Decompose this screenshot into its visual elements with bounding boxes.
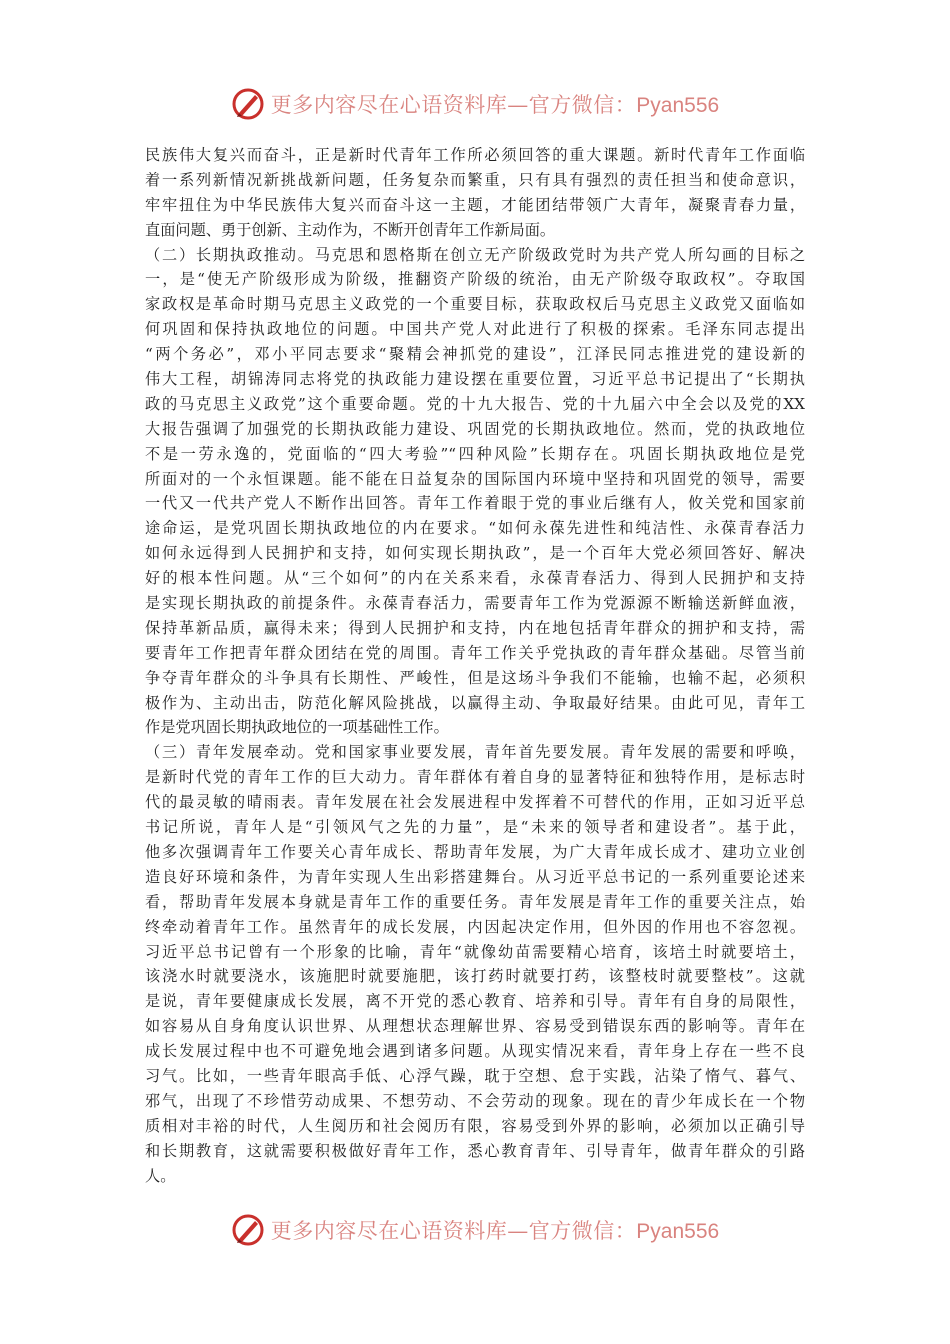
body-text-line: （二）长期执政推动。马克思和恩格斯在创立无产阶级政党时为共产党人所勾画的目标之	[145, 245, 805, 264]
body-text-line: 人。	[145, 1166, 176, 1185]
body-text-line: 终牵动着青年工作。虽然青年的成长发展，内因起决定作用，但外因的作用也不容忽视。	[145, 917, 805, 936]
pen-logo-icon	[231, 1213, 265, 1247]
body-text-line: 如何永远得到人民拥护和支持，如何实现长期执政”，是一个百年大党必须回答好、解决	[145, 544, 805, 563]
body-text-line: 是新时代党的青年工作的巨大动力。青年群体有着自身的显著特征和独特作用，是标志时	[145, 768, 805, 787]
body-text-line: 要青年工作把青年群众团结在党的周围。青年工作关乎党执政的青年群众基础。尽管当前	[145, 643, 805, 662]
document-body	[145, 143, 805, 1188]
body-text-line: 家政权是革命时期马克思主义政党的一个重要目标，获取政权后马克思主义政党又面临如	[145, 295, 805, 314]
footer-wechat-id: Pyan556	[636, 1220, 720, 1243]
body-text-line: 争夺青年群众的斗争具有长期性、严峻性，但是这场斗争我们不能输，也输不起，必须积	[145, 668, 805, 687]
footer-banner-text: 更多内容尽在心语资料库—官方微信：Pyan556	[270, 1219, 720, 1243]
body-text-line: 习近平总书记曾有一个形象的比喻，青年“就像幼苗需要精心培育，该培土时就要培土，	[145, 942, 805, 961]
header-wechat-id: Pyan556	[636, 94, 720, 117]
body-text-line: 和长期教育，这就需要积极做好青年工作，悉心教育青年、引导青年，做青年群众的引路	[145, 1141, 805, 1160]
body-text-line: 民族伟大复兴而奋斗，正是新时代青年工作所必须回答的重大课题。新时代青年工作面临	[145, 146, 805, 164]
body-text-line: 一，是“使无产阶级形成为阶级，推翻资产阶级的统治，由无产阶级夺取政权”。夺取国	[145, 270, 805, 289]
body-text-line: 直面问题、勇于创新、主动作为，不断开创青年工作新局面。	[145, 220, 556, 239]
body-text-line: 是实现长期执政的前提条件。永葆青春活力，需要青年工作为党源源不断输送新鲜血液，	[145, 594, 805, 613]
body-text-line: 牢牢扭住为中华民族伟大复兴而奋斗这一主题，才能团结带领广大青年，凝聚青春力量，	[145, 195, 805, 214]
body-text-line: 造良好环境和条件，为青年实现人生出彩搭建舞台。从习近平总书记的一系列重要论述来	[145, 867, 805, 886]
body-text-line: 极作为、主动出击，防范化解风险挑战，以赢得主动、争取最好结果。由此可见，青年工	[145, 693, 805, 712]
body-text-line: 书记所说，青年人是“引领风气之先的力量”，是“未来的领导者和建设者”。基于此，	[145, 818, 805, 837]
body-text-line: 成长发展过程中也不可避免地会遇到诸多问题。从现实情况来看，青年身上存在一些不良	[145, 1042, 805, 1061]
body-text-line: 是说，青年要健康成长发展，离不开党的悉心教育、培养和引导。青年有自身的局限性，	[145, 992, 805, 1011]
header-banner	[0, 84, 950, 124]
body-text-line: 习气。比如，一些青年眼高手低、心浮气躁，耽于空想、怠于实践，沾染了惰气、暮气、	[145, 1066, 805, 1085]
body-text-line: 质相对丰裕的时代，人生阅历和社会阅历有限，容易受到外界的影响，必须加以正确引导	[145, 1116, 805, 1135]
body-text-line: 如容易从自身角度认识世界、从理想状态理解世界、容易受到错误东西的影响等。青年在	[145, 1017, 805, 1036]
body-text-line: 途命运，是党巩固长期执政地位的内在要求。“如何永葆先进性和纯洁性、永葆青春活力	[145, 519, 805, 538]
body-text-line: 一代又一代共产党人不断作出回答。青年工作着眼于党的事业后继有人，攸关党和国家前	[145, 494, 805, 513]
body-text-line: 伟大工程，胡锦涛同志将党的执政能力建设摆在重要位置，习近平总书记提出了“长期执	[145, 370, 805, 389]
body-text-line: 着一系列新情况新挑战新问题，任务复杂而繁重，只有具有强烈的责任担当和使命意识，	[145, 170, 805, 189]
body-text-line: 不是一劳永逸的，党面临的“四大考验”“四种风险”长期存在。巩固长期执政地位是党	[145, 444, 805, 463]
body-text-line: 好的根本性问题。从“三个如何”的内在关系来看，永葆青春活力、得到人民拥护和支持	[145, 569, 805, 588]
body-text-line: 大报告强调了加强党的长期执政能力建设、巩固党的长期执政地位。然而，党的执政地位	[145, 419, 805, 438]
body-text-line: 作是党巩固长期执政地位的一项基础性工作。	[145, 718, 449, 737]
body-text-line: 政的马克思主义政党”这个重要命题。党的十九大报告、党的十九届六中全会以及党的XX	[145, 394, 805, 413]
body-text-line: 他多次强调青年工作要关心青年成长、帮助青年发展，为广大青年成长成才、建功立业创	[145, 842, 805, 861]
body-text-line: 保持革新品质，赢得未来；得到人民拥护和支持，内在地包括青年群众的拥护和支持，需	[145, 618, 805, 637]
body-text-line: 何巩固和保持执政地位的问题。中国共产党人对此进行了积极的探索。毛泽东同志提出	[145, 320, 805, 339]
body-text-line: “两个务必”，邓小平同志要求“聚精会神抓党的建设”，江泽民同志推进党的建设新的	[145, 345, 805, 364]
body-text-line: 代的最灵敏的晴雨表。青年发展在社会发展进程中发挥着不可替代的作用，正如习近平总	[145, 793, 805, 812]
header-banner-text: 更多内容尽在心语资料库—官方微信：Pyan556	[270, 93, 720, 117]
footer-banner	[0, 1210, 950, 1250]
body-text-line: 该浇水时就要浇水，该施肥时就要施肥，该打药时就要打药，该整枝时就要整枝”。这就	[145, 967, 805, 986]
body-text-line: （三）青年发展牵动。党和国家事业要发展，青年首先要发展。青年发展的需要和呼唤，	[145, 743, 805, 762]
body-text-line: 邪气，出现了不珍惜劳动成果、不想劳动、不会劳动的现象。现在的青少年成长在一个物	[145, 1091, 805, 1110]
body-text-line: 所面对的一个永恒课题。能不能在日益复杂的国际国内环境中坚持和巩固党的领导，需要	[145, 469, 805, 488]
body-text-line: 看，帮助青年发展本身就是青年工作的重要任务。青年发展是青年工作的重要关注点，始	[145, 892, 805, 911]
pen-logo-icon	[231, 87, 265, 121]
